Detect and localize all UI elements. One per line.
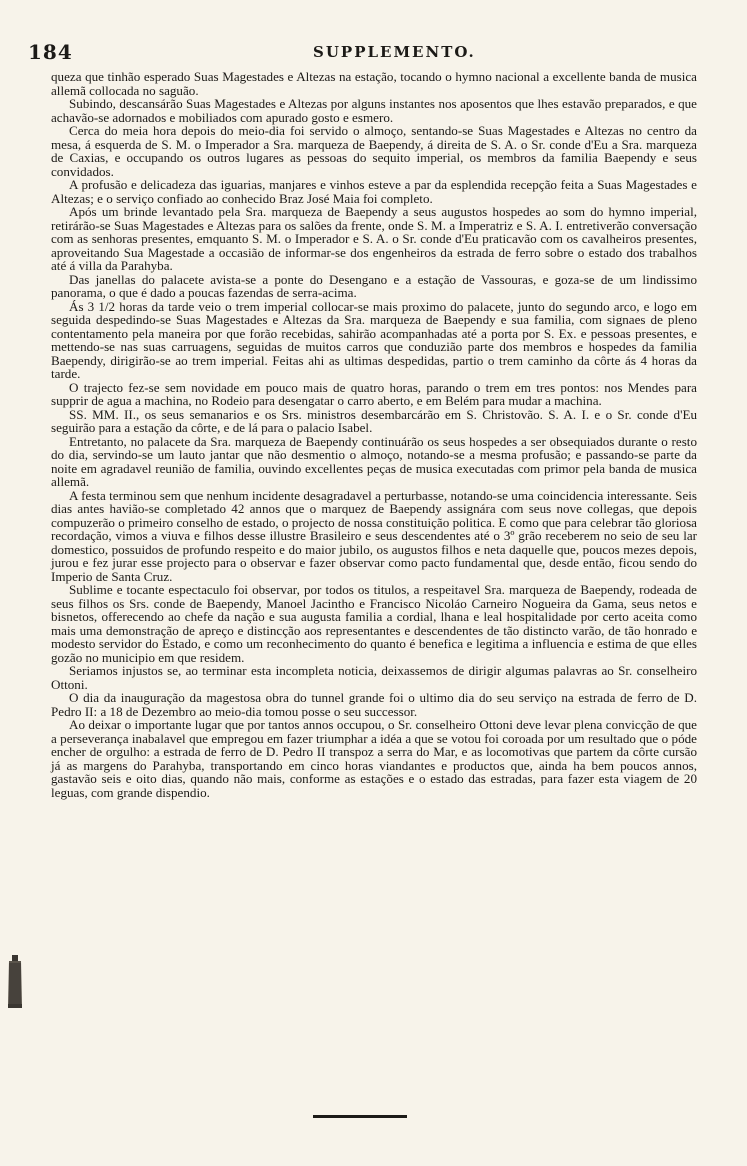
paragraph: O trajecto fez-se sem novidade em pouco mais de quatro horas, parando o trem em tres pontos: nos Mendes para supprir de agua a machina, no Rodeio para desengatar o carro aberto, e em Belém para mudar a machina. — [51, 379, 697, 408]
running-title: SUPPLEMENTO. — [313, 43, 476, 61]
paragraph: Ao deixar o importante lugar que por tantos annos occupou, o Sr. conselheiro Ottoni deve levar plena convicção de que a perseverança inabalavel que empregou em fazer triumphar a idéa a que se votou foi coroada por um resultado que o póde encher de orgulho: a estrada de ferro de D. Pedro II transpoz a serra do Mar, e as locomotivas que partem da côrte cursão já as margens do Parahyba, transportando em cinco horas viandantes e productos que, ainda ha bem poucos annos, gastavão seis e oito dias, quando não mais, conforme as estações e o estado das estradas, para fazer esta viagem de 20 leguas, com grande dispendio. — [51, 717, 697, 800]
paragraph: Sublime e tocante espectaculo foi observar, por todos os titulos, a respeitavel Sra. marqueza de Baependy, rodeada de seus filhos os Srs. conde de Baependy, Manoel Jacintho e Francisco Nicoláo Carneiro Nogueira da Gama, seus netos e bisnetos, offerecendo ao chefe da nação e sua augusta familia a cordial, lhana e leal hospitalidade por certo aceita como mais uma demonstração de apreço e distincção aos representantes e descendentes de tão distincto varão, de tão honrado e modesto servidor do Estado, e como um reconhecimento do quanto é benefica e legitima a influencia e estima de que elles gozão no municipio em que residem. — [51, 582, 697, 665]
paragraph: A profusão e delicadeza das iguarias, manjares e vinhos esteve a par da esplendida recepção feita a Suas Magestades e Altezas; e o serviço confiado ao conhecido Braz José Maia foi completo. — [51, 177, 697, 206]
bookmark-tassel-icon — [6, 955, 24, 1009]
paragraph: Ás 3 1/2 horas da tarde veio o trem imperial collocar-se mais proximo do palacete, junto do segundo arco, e logo em seguida despedindo-se Suas Magestades e Altezas da Sra. marqueza de Baependy e sua familia, com signaes de pleno contentamento pela maneira por que forão recebidas, sahirão acompanhadas até a porta por S. Ex. e pessoas presentes, e mettendo-se nas suas carruagens, seguidas de muitos carros que conduzião parte dos membros e hospedes da familia Baependy, dirigirão-se ao trem imperial. Feitas ahi as ultimas despedidas, partio o trem caminho da côrte ás 4 horas da tarde. — [51, 298, 697, 381]
paragraph: SS. MM. II., os seus semanarios e os Srs. ministros desembarcárão em S. Christovão. S. A. I. e o Sr. conde d'Eu seguirão para a estação da côrte, e de lá para o palacio Isabel. — [51, 406, 697, 435]
paragraph: queza que tinhão esperado Suas Magestades e Altezas na estação, tocando o hymno nacional a excellente banda de musica allemã collocada no saguão. — [51, 69, 697, 98]
paragraph: Após um brinde levantado pela Sra. marqueza de Baependy a seus augustos hospedes ao som do hymno imperial, retirárão-se Suas Magestades e Altezas para os salões da frente, onde S. M. a Imperatriz e S. A. I. entretiverão conversação com as senhoras presentes, emquanto S. M. o Imperador e S. A. o Sr. conde d'Eu praticavão com os cavalheiros presentes, aproveitando Sua Magestade a occasião de informar-se dos engenheiros da estrada de ferro sobre o estado dos trabalhos até á villa da Parahyba. — [51, 204, 697, 273]
paragraph: Subindo, descansárão Suas Magestades e Altezas por alguns instantes nos aposentos que lhes estavão preparados, e que achavão-se adornados e mobiliados com apurado gosto e esmero. — [51, 96, 697, 125]
paragraph: Entretanto, no palacete da Sra. marqueza de Baependy continuárão os seus hospedes a ser obsequiados durante o resto do dia, servindo-se um lauto jantar que não desmentio o almoço, notando-se a mesma profusão; e passando-se parte da noite em agradavel reunião de familia, ouvindo excellentes peças de musica executadas com primor pela banda de musica allemã. — [51, 433, 697, 489]
page-header — [28, 36, 718, 66]
paragraph: A festa terminou sem que nenhum incidente desagradavel a perturbasse, notando-se uma coincidencia interessante. Seis dias antes havião-se completado 42 annos que o marquez de Baependy assignára com seus nove collegas, que depois compuzerão o primeiro conselho de estado, o projecto de nossa constituição politica. E como que para celebrar tão gloriosa recordação, vimos a viuva e filhos desse illustre Brasileiro e seus descendentes até o 3º grão receberem no seio de seu lar domestico, possuidos de profundo respeito e do maior jubilo, os augustos filhos e neta daquelle que, poucos mezes depois, jurou e fez jurar esse projecto para o observar e fazer observar como pacto fundamental que, desde então, ficou sendo do Imperio de Santa Cruz. — [51, 487, 697, 584]
end-rule — [313, 1115, 407, 1118]
paragraph: O dia da inauguração da magestosa obra do tunnel grande foi o ultimo dia do seu serviço na estrada de ferro de D. Pedro II: a 18 de Dezembro ao meio-dia tomou posse o seu successor. — [51, 690, 697, 719]
article-body — [51, 70, 697, 799]
paragraph: Seriamos injustos se, ao terminar esta incompleta noticia, deixassemos de dirigir algumas palavras ao Sr. conselheiro Ottoni. — [51, 663, 697, 692]
paragraph: Das janellas do palacete avista-se a ponte do Desengano e a estação de Vassouras, e goza-se de um lindissimo panorama, o que é dado a poucas fazendas de serra-acima. — [51, 271, 697, 300]
page-number: 184 — [28, 40, 73, 64]
paragraph: Cerca do meia hora depois do meio-dia foi servido o almoço, sentando-se Suas Magestades e Altezas no centro da mesa, á esquerda de S. M. o Imperador a Sra. marqueza de Baependy, á direita de S. A. o Sr. conde d'Eu a Sra. marqueza de Caxias, e occupando os outros lugares as pessoas do sequito imperial, os membros da familia Baependy e seus convidados. — [51, 123, 697, 179]
